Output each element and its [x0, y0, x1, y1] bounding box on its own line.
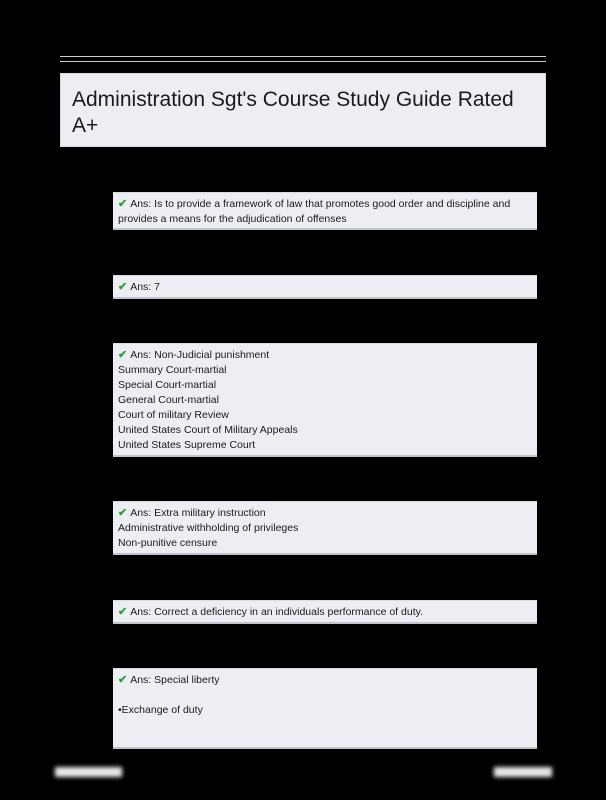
checkmark-icon: ✔ [118, 349, 128, 361]
answer-text: Ans: Is to provide a framework of law that promotes good order and discipline and provides a means for the adjudication of offenses [118, 198, 511, 225]
answer-box-2 [113, 275, 537, 299]
answer-box-4 [113, 501, 537, 555]
checkmark-icon: ✔ [118, 281, 128, 293]
checkmark-icon: ✔ [118, 606, 128, 618]
answer-line: Non-punitive censure [118, 537, 218, 549]
answer-line: Administrative withholding of privileges [118, 522, 299, 534]
answer-line: •Exchange of duty [118, 704, 203, 716]
checkmark-icon: ✔ [118, 198, 128, 210]
answer-line: Summary Court-martial [118, 364, 227, 376]
answer-box-5 [113, 600, 537, 624]
checkmark-icon: ✔ [118, 674, 128, 686]
footer-left-blur [55, 767, 122, 777]
answer-box-1 [113, 192, 537, 230]
footer-right-blur [494, 767, 552, 777]
answer-line: Special Court-martial [118, 379, 217, 391]
answer-text: Ans: Special liberty [130, 674, 220, 686]
answer-text: Ans: 7 [130, 281, 160, 293]
answer-line: United States Supreme Court [118, 439, 256, 451]
title-box [60, 73, 546, 147]
answer-text: Ans: Extra military instruction [130, 507, 266, 519]
answer-box-3 [113, 343, 537, 457]
answer-text: Ans: Correct a deficiency in an individuals performance of duty. [130, 606, 424, 618]
checkmark-icon: ✔ [118, 507, 128, 519]
answer-line: United States Court of Military Appeals [118, 424, 298, 436]
answer-text: Ans: Non-Judicial punishment [130, 349, 270, 361]
answer-line: General Court-martial [118, 394, 219, 406]
answer-box-6 [113, 668, 537, 749]
top-rule [60, 56, 546, 62]
answer-line: Court of military Review [118, 409, 229, 421]
document-title: Administration Sgt's Course Study Guide Rated A+ [72, 88, 514, 137]
